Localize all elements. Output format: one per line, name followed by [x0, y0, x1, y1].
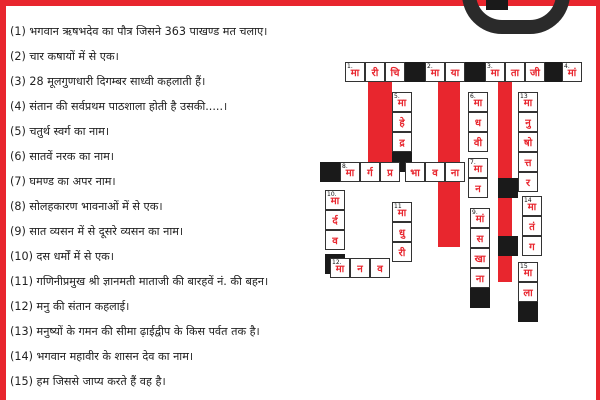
- grid-black-cell: [518, 302, 538, 322]
- grid-black-cell: [470, 288, 490, 308]
- grid-cell[interactable]: वी: [468, 132, 488, 152]
- grid-cell[interactable]: ना: [445, 162, 465, 182]
- grid-black-cell: [498, 178, 518, 198]
- grid-cell[interactable]: व: [370, 258, 390, 278]
- grid-cell[interactable]: खा: [470, 248, 490, 268]
- grid-cell[interactable]: ध: [468, 112, 488, 132]
- grid-cell[interactable]: 2. मा: [425, 62, 445, 82]
- clue-item: (2) चार कषायों में से एक।: [10, 50, 119, 63]
- grid-cell[interactable]: 8. मा: [340, 162, 360, 182]
- clue-item: (7) घमण्ड का अपर नाम।: [10, 175, 116, 188]
- grid-cell[interactable]: न: [468, 178, 488, 198]
- grid-cell[interactable]: हे: [392, 112, 412, 132]
- grid-black-cell: [498, 236, 518, 256]
- grid-cell[interactable]: स: [470, 228, 490, 248]
- grid-cell[interactable]: ला: [518, 282, 538, 302]
- grid-cell[interactable]: र्ग: [360, 162, 380, 182]
- clue-item: (6) सातवें नरक का नाम।: [10, 150, 115, 163]
- grid-cell[interactable]: 15 मा: [518, 262, 538, 282]
- grid-cell[interactable]: 6. मा: [468, 92, 488, 112]
- grid-cell[interactable]: नु: [518, 112, 538, 132]
- grid-cell[interactable]: 7. मा: [468, 158, 488, 178]
- grid-cell[interactable]: द्र: [392, 132, 412, 152]
- grid-cell[interactable]: या: [445, 62, 465, 82]
- grid-cell[interactable]: ग: [522, 236, 542, 256]
- grid-black-cell: [405, 62, 425, 82]
- grid-cell[interactable]: षो: [518, 132, 538, 152]
- grid-cell[interactable]: तं: [522, 216, 542, 236]
- grid-cell[interactable]: न: [350, 258, 370, 278]
- grid-cell[interactable]: त्त: [518, 152, 538, 172]
- clue-item: (3) 28 मूलगुणधारी दिगम्बर साध्वी कहलाती हैं।: [10, 75, 206, 88]
- grid-cell[interactable]: चि: [385, 62, 405, 82]
- grid-cell[interactable]: 5. मा: [392, 92, 412, 112]
- grid-cell[interactable]: जी: [525, 62, 545, 82]
- grid-cell[interactable]: री: [365, 62, 385, 82]
- clue-item: (12) मनु की संतान कहलाई।: [10, 300, 130, 313]
- grid-cell[interactable]: 11 मा: [392, 202, 412, 222]
- clue-item: (9) सात व्यसन में से दूसरे व्यसन का नाम।: [10, 225, 184, 238]
- clue-item: (14) भगवान महावीर के शासन देव का नाम।: [10, 350, 194, 363]
- clue-item: (8) सोलहकारण भावनाओं में से एक।: [10, 200, 163, 213]
- grid-cell[interactable]: ना: [470, 268, 490, 288]
- clue-item: (13) मनुष्यों के गमन की सीमा ढ़ाईद्वीप के किस पर्वत तक है।: [10, 325, 260, 338]
- clue-item: (15) हम जिससे जाप्य करते हैं वह है।: [10, 375, 166, 388]
- grid-cell[interactable]: भा: [405, 162, 425, 182]
- grid-cell[interactable]: री: [392, 242, 412, 262]
- grid-cell[interactable]: 10. मा: [325, 190, 345, 210]
- grid-cell[interactable]: 12. मा: [330, 258, 350, 278]
- grid-cell[interactable]: 14 मा: [522, 196, 542, 216]
- grid-cell[interactable]: ता: [505, 62, 525, 82]
- clue-item: (10) दस धर्मों में से एक।: [10, 250, 114, 263]
- grid-cell[interactable]: धु: [392, 222, 412, 242]
- grid-cell[interactable]: 3. मा: [485, 62, 505, 82]
- grid-cell[interactable]: र: [518, 172, 538, 192]
- grid-cell[interactable]: व: [425, 162, 445, 182]
- grid-black-cell: [465, 62, 485, 82]
- grid-cell[interactable]: 13 मा: [518, 92, 538, 112]
- grid-cell[interactable]: 9. मां: [470, 208, 490, 228]
- grid-cell[interactable]: र्द: [325, 210, 345, 230]
- grid-black-cell: [320, 162, 340, 182]
- clue-item: (5) चतुर्थ स्वर्ग का नाम।: [10, 125, 110, 138]
- grid-cell[interactable]: 1. मा: [345, 62, 365, 82]
- clue-item: (1) भगवान ऋषभदेव का पौत्र जिसने 363 पाखण्ड मत चलाए।: [10, 25, 268, 38]
- grid-cell[interactable]: व: [325, 230, 345, 250]
- clue-item: (11) गणिनीप्रमुख श्री ज्ञानमती माताजी की बारहवें नं. की बहन।: [10, 275, 269, 288]
- grid-cell[interactable]: प्र: [380, 162, 400, 182]
- clue-item: (4) संतान की सर्वप्रथम पाठशाला होती है उसकी.....।: [10, 100, 228, 113]
- grid-cell[interactable]: 4. मां: [562, 62, 582, 82]
